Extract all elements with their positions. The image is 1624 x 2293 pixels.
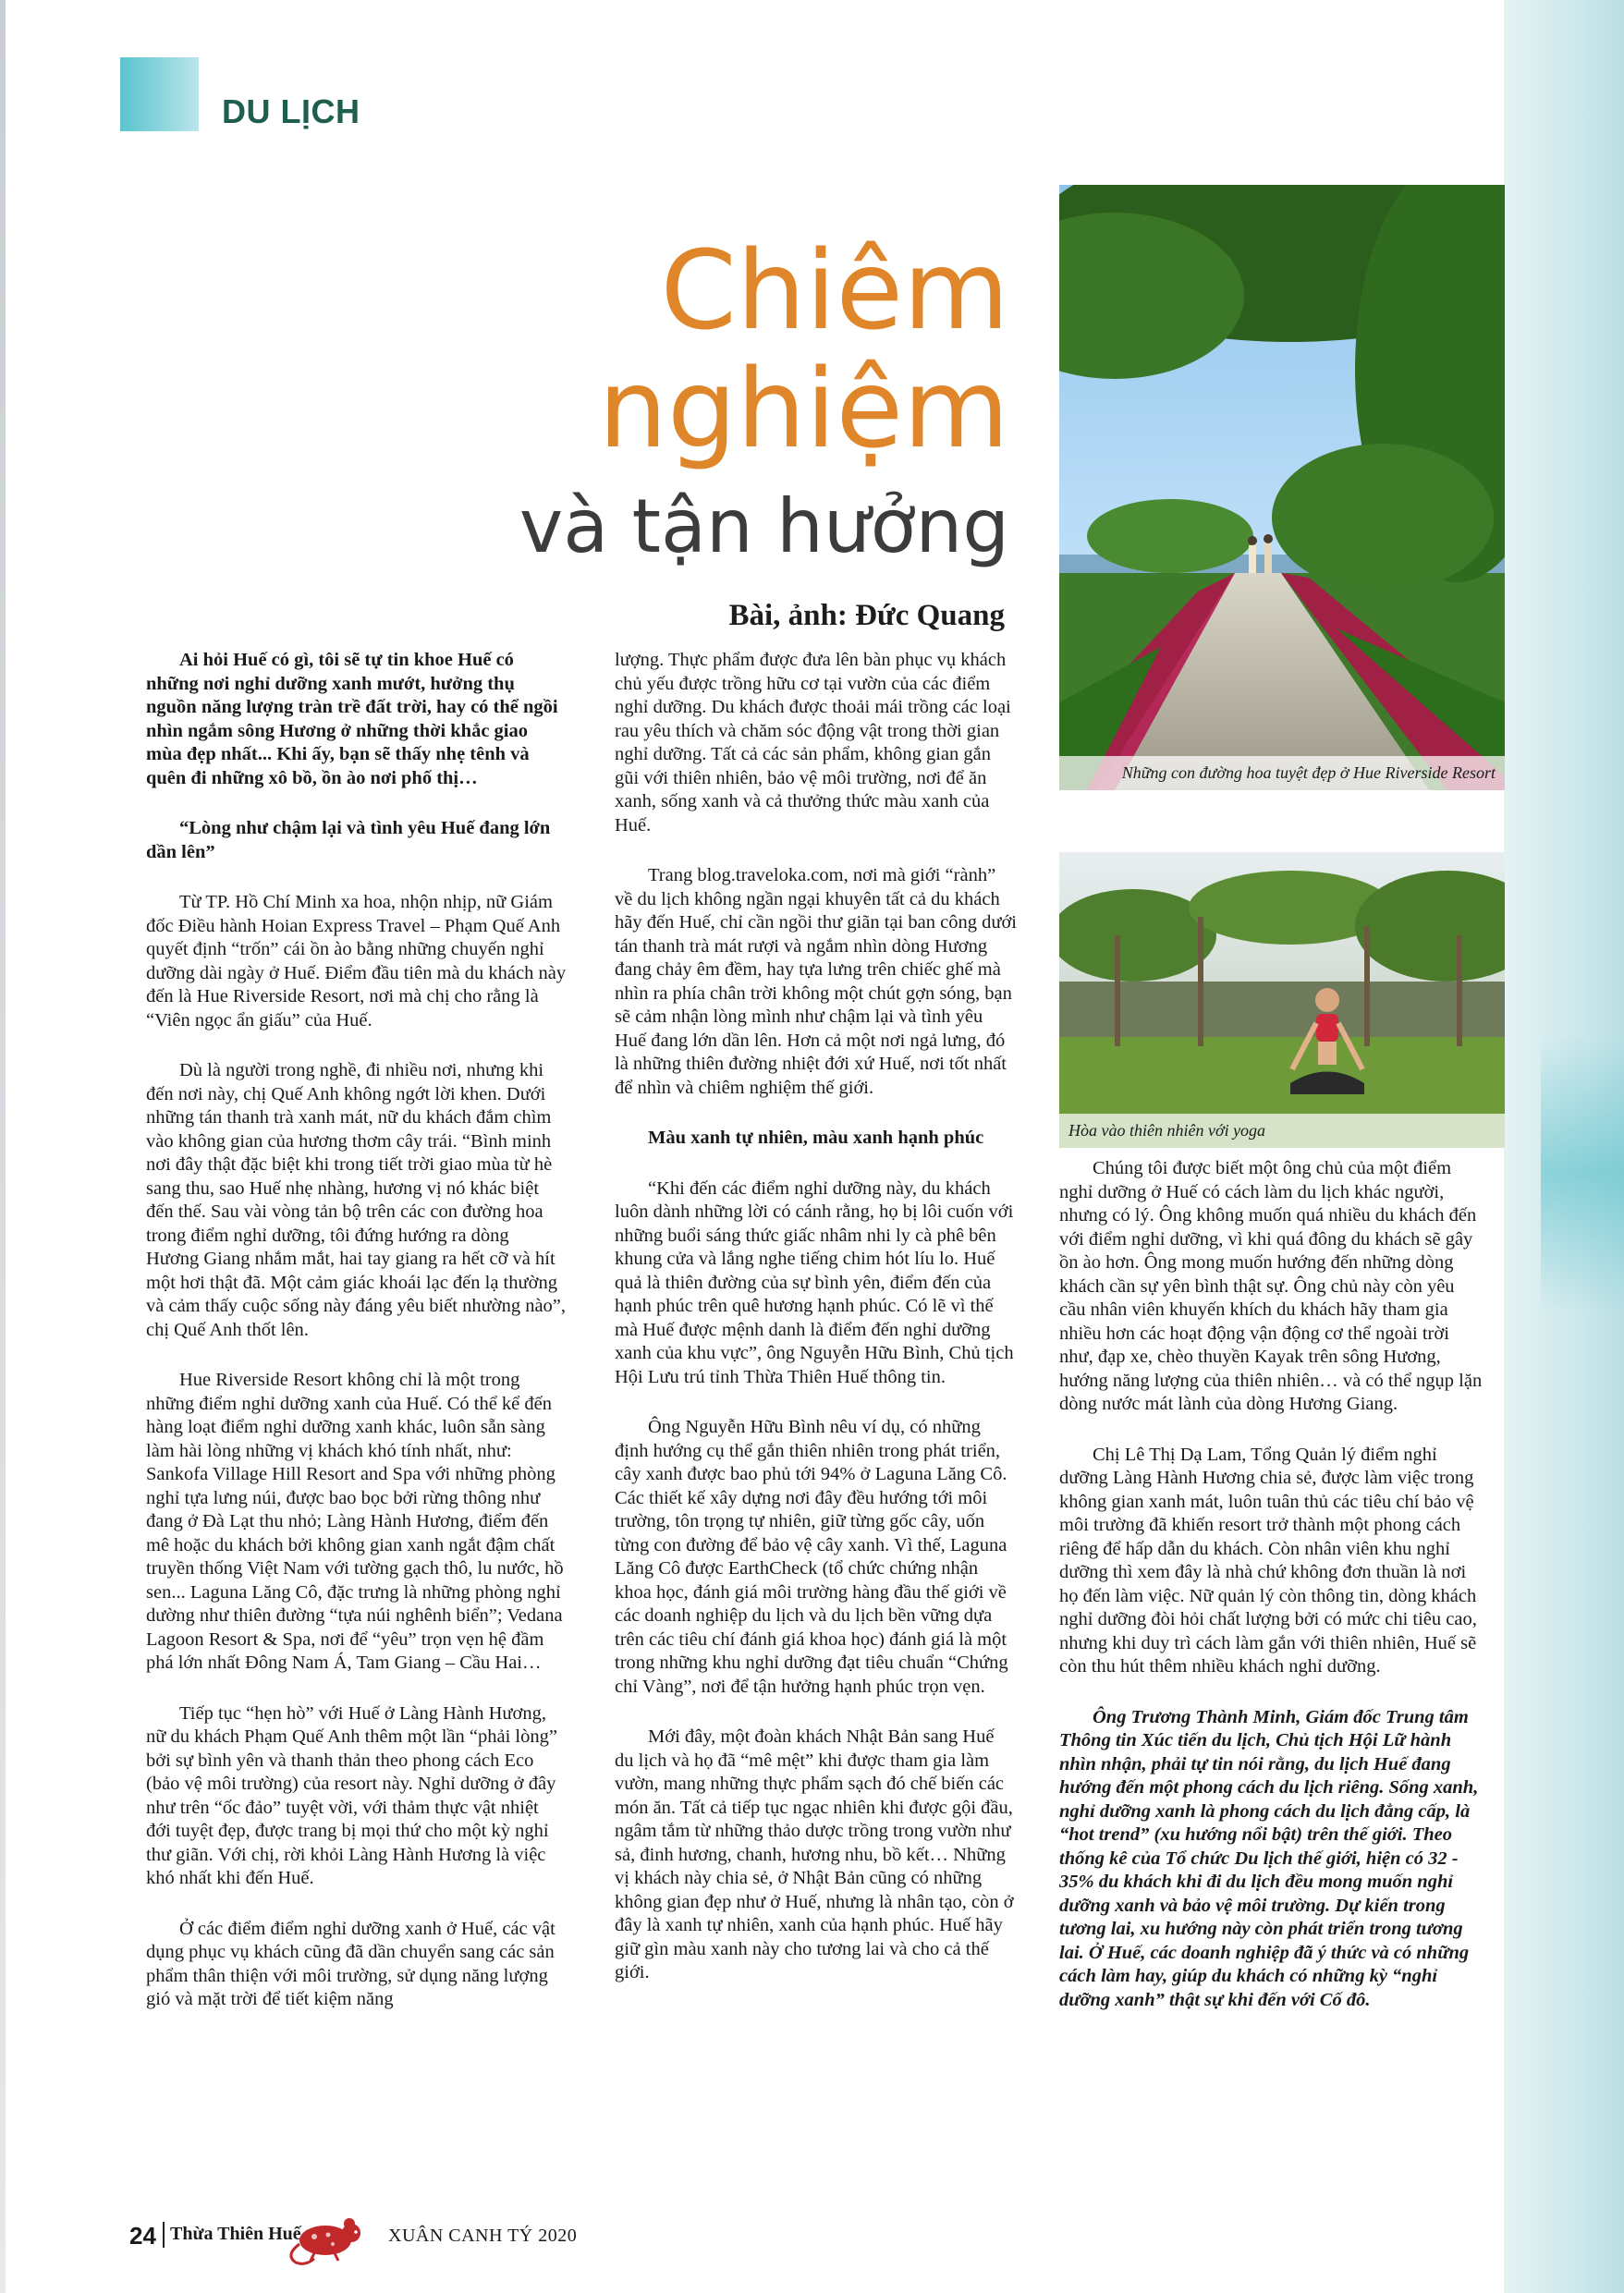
byline: Bài, ảnh: Đức Quang [728, 599, 1005, 632]
title-line-1: Chiêm [660, 226, 1009, 354]
body-paragraph: Tiếp tục “hẹn hò” với Huế ở Làng Hành Hương, nữ du khách Phạm Quế Anh thêm một lần “phải lòng” bởi sự bình yên và thanh thản theo phong cách Eco (bảo vệ môi trường) của resort này. Nghỉ dưỡng ở đây như trên “ốc đảo” tuyệt vời, với thảm thực vật nhiệt đới tuyệt đẹp, được trang bị mọi thứ cho một kỳ nghỉ thư giãn. Với chị, rời khỏi Làng Hành Hương là việc khó nhất khi đến Huế. [146, 1702, 557, 1888]
body-paragraph: Chúng tôi được biết một ông chủ của một điểm nghỉ dưỡng ở Huế có cách làm du lịch khác người, nhưng có lý. Ông không muốn quá nhiều du khách đến với điểm nghỉ dưỡng, vì khi quá đông du khách sẽ gây ồn ào hơn. Ông mong muốn hướng đến những dòng khách cần sự yên bình thật sự. Ông chủ này còn yêu cầu nhân viên khuyến khích du khách hãy tham gia nhiều hơn các hoạt động vận động cơ thể ngoài trời như, đạp xe, chèo thuyền Kayak trên sông Hương, hướng năng lượng của thiên nhiên… và có thể ngụp lặn dòng nước mát lành của dòng Hương Giang. [1059, 1158, 1483, 1414]
page-right-decoration [1504, 0, 1624, 2293]
yoga-photo [1059, 852, 1505, 1148]
section-color-tab [120, 57, 199, 131]
yoga-image [1059, 852, 1505, 1148]
title-line-2: nghiệm [598, 345, 1009, 472]
lead-paragraph: Ai hỏi Huế có gì, tôi sẽ tự tin khoe Huế có những nơi nghỉ dưỡng xanh mướt, hưởng thụ nguồn năng lượng tràn trề đất trời, hay có thể ngồi nhìn ngắm sông Hương ở những thời khắc giao mùa đẹp nhất... Khi ấy, bạn sẽ thấy nhẹ tênh và quên đi những xô bồ, ồn ào nơi phố thị… [146, 650, 558, 788]
rat-zodiac-icon [277, 2203, 379, 2268]
section-label: DU LỊCH [222, 92, 360, 130]
body-paragraph: Từ TP. Hồ Chí Minh xa hoa, nhộn nhịp, nữ Giám đốc Điều hành Hoian Express Travel – Phạm Quế Anh quyết định “trốn” cái ồn ào bằng những chuyến nghỉ dưỡng dài ngày ở Huế. Điểm đầu tiên mà du khách này đến là Hue Riverside Resort, nơi mà chị cho rằng là “Viên ngọc ẩn giấu” của Huế. [146, 892, 567, 1031]
article-title [598, 226, 1009, 472]
body-paragraph: “Khi đến các điểm nghỉ dưỡng này, du khách luôn dành những lời có cánh rằng, họ bị lôi cuốn với những buổi sáng thức giấc nhâm nhi ly cà phê bên khung cửa và lắng nghe tiếng chim hót líu lo. Huế quả là thiên đường của sự bình yên, điểm đến của hạnh phúc trên quê hương hạnh phúc. Có lẽ vì thế mà Huế được mệnh danh là điểm đến nghỉ dưỡng xanh của khu vực”, ông Nguyễn Hữu Bình, Chủ tịch Hội Lưu trú tỉnh Thừa Thiên Huế thông tin. [615, 1177, 1014, 1387]
footer-divider [163, 2222, 165, 2248]
issue-label: XUÂN CANH TÝ 2020 [388, 2226, 578, 2246]
photo-caption: Hòa vào thiên nhiên với yoga [1059, 1114, 1505, 1148]
body-paragraph: Trang blog.traveloka.com, nơi mà giới “rành” về du lịch không ngần ngại khuyên tất cả du khách hãy đến Huế, chỉ cần ngồi thư giãn tại ban công dưới tán thanh trà mát rượi và ngắm nhìn dòng Hương đang chảy êm đềm, hay tựa lưng trên chiếc ghế mà nhìn ra phía chân trời không một chút gợn sóng, bạn sẽ cảm nhận lòng mình như chậm lại và tình yêu Huế đang lớn dần lên. Hơn cả một nơi ngả lưng, đó là những thiên đường nhiệt đới xứ Huế, nơi tốt nhất để nhìn và chiêm nghiệm thế giới. [615, 865, 1017, 1098]
page-left-edge [0, 0, 6, 2293]
page-footer [129, 2209, 776, 2264]
garden-path-photo [1059, 185, 1505, 790]
body-paragraph: Ở các điểm điểm nghỉ dưỡng xanh ở Huế, các vật dụng phục vụ khách cũng đã dần chuyển sang các sản phẩm thân thiện với môi trường, sử dụng năng lượng gió và mặt trời để tiết kiệm năng [146, 1918, 556, 2009]
body-paragraph: Ông Nguyễn Hữu Bình nêu ví dụ, có những định hướng cụ thể gắn thiên nhiên trong phát triển, cây xanh được bao phủ tới 94% ở Laguna Lăng Cô. Các thiết kế xây dựng nơi đây đều hướng tới môi trường, tôn trọng tự nhiên, giữ từng gốc cây, uốn từng con đường để bảo vệ cây xanh. Vì thế, Laguna Lăng Cô được EarthCheck (tổ chức chứng nhận khoa học, đánh giá môi trường hàng đầu thế giới về các doanh nghiệp du lịch và du lịch bền vững dựa trên các tiêu chí đánh giá khoa học) đánh giá là một trong những khu nghỉ dưỡng đạt tiêu chuẩn “Chứng chỉ Vàng”, nơi để tận hưởng hạnh phúc trọn vẹn. [615, 1417, 1008, 1697]
photo-caption: Những con đường hoa tuyệt đẹp ở Hue Riverside Resort [1059, 756, 1505, 790]
body-paragraph: lượng. Thực phẩm được đưa lên bàn phục vụ khách chủ yếu được trồng hữu cơ tại vườn của các điểm nghỉ dưỡng. Du khách được thoải mái trồng các loại rau yêu thích và chăm sóc động vật trong thời gian nghỉ dưỡng. Tất cả các sản phẩm, không gian gắn gũi với thiên nhiên, bảo vệ môi trường, nơi để ăn xanh, sống xanh và cả thưởng thức màu xanh của Huế. [615, 650, 1011, 835]
magazine-name: Thừa Thiên Huế [170, 2224, 301, 2244]
subheading: “Lòng như chậm lại và tình yêu Huế đang lớn dần lên” [146, 818, 551, 862]
article-subtitle: và tận hưởng [519, 483, 1009, 569]
text-column-3 [1059, 1157, 1484, 2039]
garden-path-image [1059, 185, 1505, 790]
body-paragraph: Mới đây, một đoàn khách Nhật Bản sang Huế du lịch và họ đã “mê mệt” khi được tham gia làm vườn, mang những thực phẩm sạch đó chế biến các món ăn. Tất cả tiếp tục ngạc nhiên khi được gội đầu, ngâm tắm từ những thảo dược trồng trong vườn như sả, đinh hương, chanh, hương nhu, bồ kết… Những vị khách này chia sẻ, ở Nhật Bản cũng có những không gian đẹp như ở Huế, nhưng là nhân tạo, còn ở đây là xanh tự nhiên, xanh của hạnh phúc. Huế hãy giữ gìn màu xanh này cho tương lai và cho cả thế giới. [615, 1726, 1014, 1982]
body-paragraph: Hue Riverside Resort không chỉ là một trong những điểm nghỉ dưỡng xanh của Huế. Có thể kể đến hàng loạt điểm nghỉ dưỡng xanh khác, luôn sẵn sàng làm hài lòng những vị khách khó tính nhất, như: Sankofa Village Hill Resort and Spa với những phòng nghỉ tựa lưng núi, được bao bọc bởi rừng thông như đang ở Đà Lạt thu nhỏ; Làng Hành Hương, điểm đến mê hoặc du khách bởi không gian xanh ngắt đậm chất truyền thống Việt Nam với tường gạch thô, lu nước, hồ sen... Laguna Lăng Cô, đặc trưng là những phòng nghỉ dường như thiên đường “tựa núi nghênh biển”; Vedana Lagoon Resort & Spa, nơi để “yêu” trọn vẹn hệ đầm phá lớn nhất Đông Nam Á, Tam Giang – Cầu Hai… [146, 1370, 564, 1673]
body-paragraph: Chị Lê Thị Dạ Lam, Tổng Quản lý điểm nghỉ dưỡng Làng Hành Hương chia sẻ, được làm việc trong không gian xanh mát, luôn tuân thủ các tiêu chí bảo vệ môi trường đã khiến resort trở thành một phong cách riêng để hấp dẫn du khách. Còn nhân viên khu nghỉ dưỡng thì xem đây là nhà chứ không đơn thuần là nơi họ đến làm việc. Nữ quản lý còn thông tin, dòng khách nghỉ dưỡng đòi hỏi chất lượng bởi có mức chi tiêu cao, nhưng khi duy trì cách làm gắn với thiên nhiên, Huế sẽ còn thu hút thêm nhiều khách nghỉ dưỡng. [1059, 1444, 1477, 1677]
body-paragraph: Dù là người trong nghề, đi nhiều nơi, nhưng khi đến nơi này, chị Quế Anh không ngớt lời khen. Dưới những tán thanh trà xanh mát, nữ du khách đắm chìm vào không gian của hương thơm cây trái. “Bình minh nơi đây thật đặc biệt khi trong tiết trời giao mùa từ hè sang thu, sao Huế nhẹ nhàng, hương vị nó khác biệt đến thế. Sau vài vòng tản bộ trên các con đường hoa trong điểm nghỉ dưỡng, tôi đứng hướng ra dòng Hương Giang nhắm mắt, hai tay giang ra hết cỡ và hít một hơi thật đã. Một cảm giác khoái lạc đến lạ thường và cảm thấy cuộc sống này đáng yêu biết nhường nào”, chị Quế Anh thốt lên. [146, 1060, 567, 1340]
text-column-2 [615, 649, 1017, 2012]
teal-accent-band [1541, 1035, 1624, 1312]
subheading: Màu xanh tự nhiên, màu xanh hạnh phúc [648, 1128, 984, 1148]
text-column-1 [146, 649, 567, 2039]
page-number: 24 [129, 2222, 156, 2250]
quote-paragraph: Ông Trương Thành Minh, Giám đốc Trung tâm Thông tin Xúc tiến du lịch, Chủ tịch Hội Lữ hành nhìn nhận, phải tự tin nói rằng, du lịch Huế đang hướng đến một phong cách du lịch riêng. Sống xanh, nghỉ dưỡng xanh là phong cách du lịch đẳng cấp, là “hot trend” (xu hướng nổi bật) trên thế giới. Theo thống kê của Tổ chức Du lịch thế giới, hiện có 32 - 35% du khách khi đi du lịch đều mong muốn nghỉ dưỡng xanh và bảo vệ môi trường. Dự kiến trong tương lai, xu hướng này còn phát triển trong tương lai. Ở Huế, các doanh nghiệp đã ý thức và có những cách làm hay, giúp du khách có những kỳ “nghỉ dưỡng xanh” thật sự khi đến với Cố đô. [1059, 1706, 1479, 2010]
